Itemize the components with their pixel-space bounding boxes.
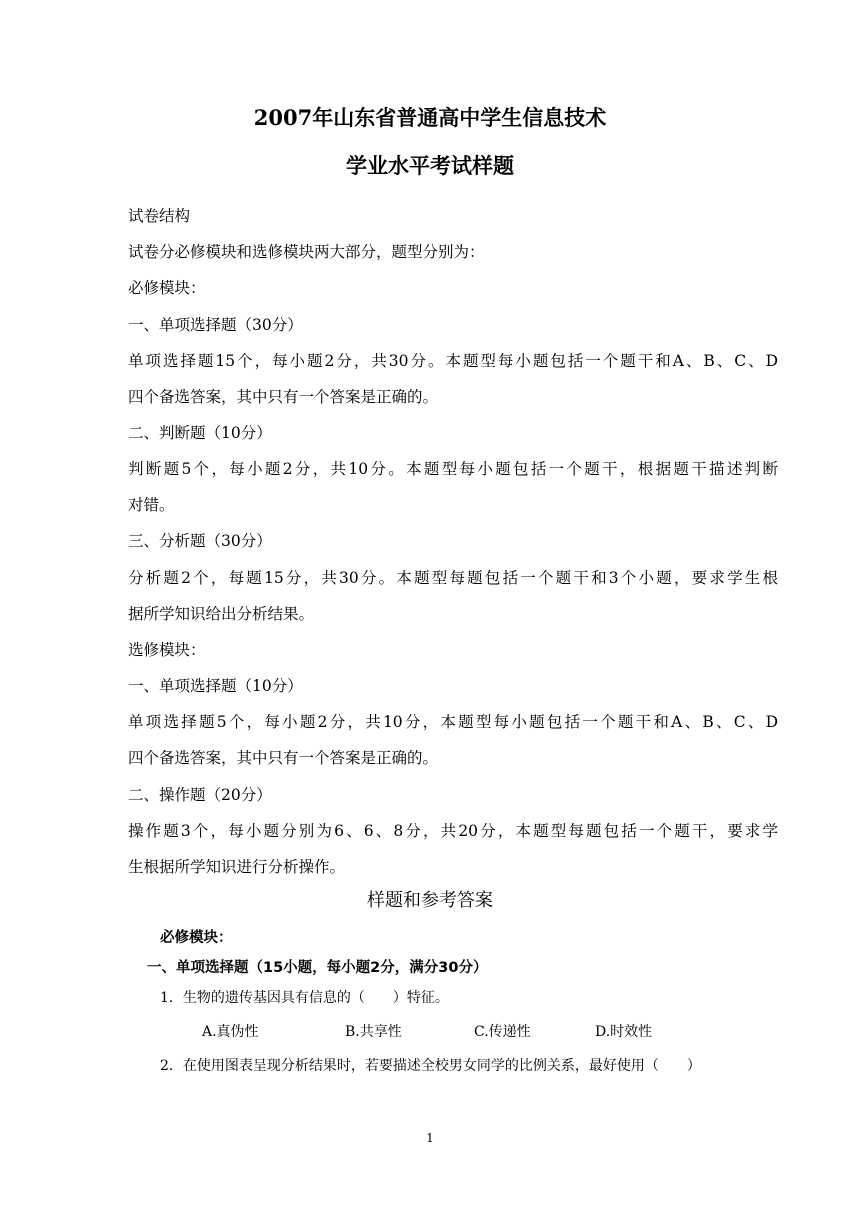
req-section1-desc-line2: 四个备选答案，其中只有一个答案是正确的。 (128, 388, 439, 406)
structure-heading: 试卷结构 (128, 207, 191, 225)
samples-heading: 样题和参考答案 (367, 890, 493, 911)
samples-section-title: 一、单项选择题（15小题，每小题2分，满分30分） (147, 960, 488, 976)
req-section3-desc-line2: 据所学知识给出分析结果。 (128, 605, 315, 623)
ele-section1-desc-line1: 单项选择题5个，每小题2分，共10分，本题型每小题包括一个题干和A、B、C、D (128, 713, 778, 731)
ele-section1-desc-line2: 四个备选答案，其中只有一个答案是正确的。 (128, 749, 439, 767)
req-section1-title: 一、单项选择题（30分） (128, 316, 303, 334)
req-section3-desc-line1: 分析题2个，每题15分，共30分。本题型每题包括一个题干和3个小题，要求学生根 (128, 569, 778, 587)
elective-module-label: 选修模块： (128, 641, 206, 659)
structure-intro: 试卷分必修模块和选修模块两大部分，题型分别为： (128, 243, 485, 261)
required-module-label: 必修模块： (128, 279, 206, 297)
ele-section2-desc-line1: 操作题3个，每小题分别为6、6、8分，共20分，本题型每题包括一个题干，要求学 (128, 822, 778, 840)
ele-section1-title: 一、单项选择题（10分） (128, 677, 303, 695)
page-number: 1 (426, 1131, 434, 1145)
req-section2-desc-line1: 判断题5个，每小题2分，共10分。本题型每小题包括一个题干，根据题干描述判断 (128, 460, 778, 478)
samples-module-label: 必修模块： (160, 930, 233, 946)
question-1: 1．生物的遗传基因具有信息的（ ）特征。 (160, 990, 449, 1006)
document-title-line2: 学业水平考试样题 (346, 153, 514, 178)
req-section2-desc-line2: 对错。 (128, 496, 175, 514)
req-section1-desc-line1: 单项选择题15个，每小题2分，共30分。本题型每小题包括一个题干和A、B、C、D (128, 352, 778, 370)
req-section3-title: 三、分析题（30分） (128, 532, 272, 550)
document-title-line1: 2007年山东省普通高中学生信息技术 (253, 105, 607, 130)
question-2: 2．在使用图表呈现分析结果时，若要描述全校男女同学的比例关系，最好使用（ ） (160, 1058, 701, 1074)
ele-section2-desc-line2: 生根据所学知识进行分析操作。 (128, 858, 346, 876)
q1-option-b: B.共享性 (345, 1024, 402, 1040)
q1-option-d: D.时效性 (595, 1024, 653, 1040)
ele-section2-title: 二、操作题（20分） (128, 786, 272, 804)
req-section2-title: 二、判断题（10分） (128, 424, 272, 442)
q1-option-a: A.真伪性 (202, 1024, 259, 1040)
q1-option-c: C.传递性 (474, 1024, 531, 1040)
